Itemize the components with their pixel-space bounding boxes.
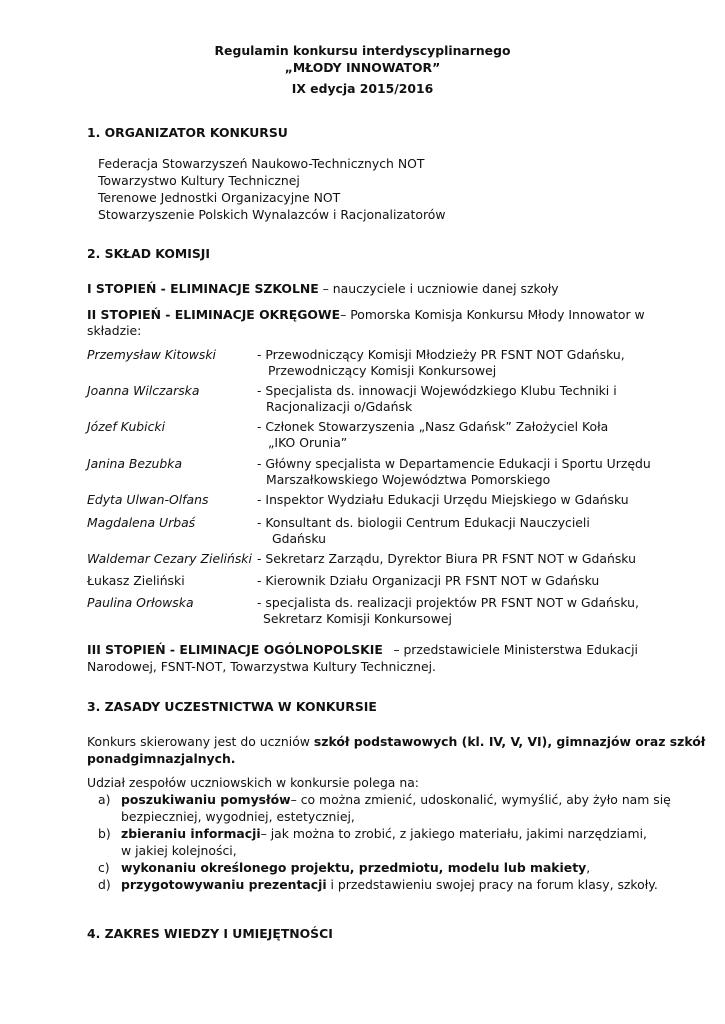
stage2-description: – Pomorska Komisja Konkursu Młody Innowator w — [340, 307, 645, 322]
target-audience-line2: ponadgimnazjalnych. — [87, 751, 236, 766]
organizer-item: Towarzystwo Kultury Technicznej — [98, 173, 300, 188]
member-role-cont: Racjonalizacji o/Gdańsk — [266, 399, 413, 414]
document-title-line2: „MŁODY INNOWATOR” — [284, 60, 441, 75]
stage1-title: I STOPIEŃ - ELIMINACJE SZKOLNE — [87, 281, 319, 296]
member-name: Edyta Ulwan-Olfans — [87, 492, 209, 507]
member-role: - Sekretarz Zarządu, Dyrektor Biura PR FSNT NOT w Gdańsku — [257, 551, 636, 566]
member-role: - Główny specjalista w Departamencie Edukacji i Sportu Urzędu — [257, 456, 651, 471]
organizer-item: Stowarzyszenie Polskich Wynalazców i Racjonalizatorów — [98, 207, 446, 222]
organizer-item: Federacja Stowarzyszeń Naukowo-Technicznych NOT — [98, 156, 425, 171]
section-heading-committee: 2. SKŁAD KOMISJI — [87, 246, 210, 261]
list-letter: a) — [98, 792, 111, 807]
member-role-cont: „IKO Orunia” — [268, 435, 348, 450]
member-role: - Inspektor Wydziału Edukacji Urzędu Miejskiego w Gdańsku — [257, 492, 629, 507]
member-role-cont: Gdańsku — [272, 531, 327, 546]
section-heading-organizer: 1. ORGANIZATOR KONKURSU — [87, 125, 288, 140]
target-audience-intro: Konkurs skierowany jest do uczniów — [87, 734, 314, 749]
document-title-line1: Regulamin konkursu interdyscyplinarnego — [214, 43, 511, 58]
member-role: - Kierownik Działu Organizacji PR FSNT NOT w Gdańsku — [257, 573, 600, 588]
section-heading-knowledge: 4. ZAKRES WIEDZY I UMIEJĘTNOŚCI — [87, 926, 333, 941]
list-letter: d) — [98, 877, 111, 892]
stage1-description: – nauczyciele i uczniowie danej szkoły — [318, 281, 559, 296]
list-letter: c) — [98, 860, 110, 875]
list-item-bold: poszukiwaniu pomysłów — [121, 792, 291, 807]
member-name: Łukasz Zieliński — [87, 573, 185, 588]
list-item-text: – jak można to zrobić, z jakiego materiału, jakimi narzędziami, — [260, 826, 647, 841]
document-edition: IX edycja 2015/2016 — [291, 81, 434, 96]
stage2-line2: składzie: — [87, 323, 142, 338]
list-item — [121, 876, 658, 893]
list-item-bold: przygotowywaniu prezentacji — [121, 877, 327, 892]
member-role: - Członek Stowarzyszenia „Nasz Gdańsk” Założyciel Koła — [257, 419, 609, 434]
list-item — [121, 859, 590, 876]
list-item-bold: zbieraniu informacji — [121, 826, 261, 841]
member-role: - specjalista ds. realizacji projektów PR FSNT NOT w Gdańsku, — [257, 595, 639, 610]
list-item-text: – co można zmienić, udoskonalić, wymyślić, aby żyło nam się — [290, 792, 671, 807]
target-audience-line1 — [87, 733, 705, 750]
stage3-line1 — [87, 641, 638, 658]
list-letter: b) — [98, 826, 111, 841]
member-name: Przemysław Kitowski — [87, 347, 216, 362]
member-name: Paulina Orłowska — [87, 595, 194, 610]
list-item-cont: w jakiej kolejności, — [121, 843, 237, 858]
list-item-cont: bezpieczniej, wygodniej, estetyczniej, — [121, 809, 355, 824]
member-role: - Specjalista ds. innowacji Wojewódzkiego Klubu Techniki i — [257, 383, 617, 398]
list-item-bold: wykonaniu określonego projektu, przedmiotu, modelu lub makiety — [121, 860, 587, 875]
member-name: Janina Bezubka — [87, 456, 183, 471]
list-item — [121, 791, 671, 808]
member-role-cont: Przewodniczący Komisji Konkursowej — [268, 363, 497, 378]
stage2-title: II STOPIEŃ - ELIMINACJE OKRĘGOWE — [87, 307, 341, 322]
stage3-description: – przedstawiciele Ministerstwa Edukacji — [393, 642, 638, 657]
participation-intro: Udział zespołów uczniowskich w konkursie polega na: — [87, 775, 419, 790]
stage2-line1 — [87, 306, 645, 323]
list-item-text: i przedstawieniu swojej pracy na forum klasy, szkoły. — [326, 877, 658, 892]
member-role-cont: Marszałkowskiego Województwa Pomorskiego — [266, 472, 551, 487]
stage3-title: III STOPIEŃ - ELIMINACJE OGÓLNOPOLSKIE — [87, 642, 383, 657]
stage1-line — [87, 280, 559, 297]
member-role: - Przewodniczący Komisji Młodzieży PR FSNT NOT Gdańsku, — [257, 347, 625, 362]
member-name: Waldemar Cezary Zieliński — [87, 551, 252, 566]
member-name: Magdalena Urbaś — [87, 515, 196, 530]
member-role: - Konsultant ds. biologii Centrum Edukacji Nauczycieli — [257, 515, 590, 530]
stage3-line2: Narodowej, FSNT-NOT, Towarzystwa Kultury Technicznej. — [87, 659, 436, 674]
list-item-text: , — [586, 860, 591, 875]
list-item — [121, 825, 647, 842]
organizer-item: Terenowe Jednostki Organizacyjne NOT — [98, 190, 341, 205]
section-heading-participation: 3. ZASADY UCZESTNICTWA W KONKURSIE — [87, 699, 377, 714]
member-role-cont: Sekretarz Komisji Konkursowej — [263, 611, 452, 626]
member-name: Joanna Wilczarska — [87, 383, 200, 398]
member-name: Józef Kubicki — [87, 419, 166, 434]
target-audience-schools: szkół podstawowych (kl. IV, V, VI), gimnazjów oraz szkół — [313, 734, 706, 749]
